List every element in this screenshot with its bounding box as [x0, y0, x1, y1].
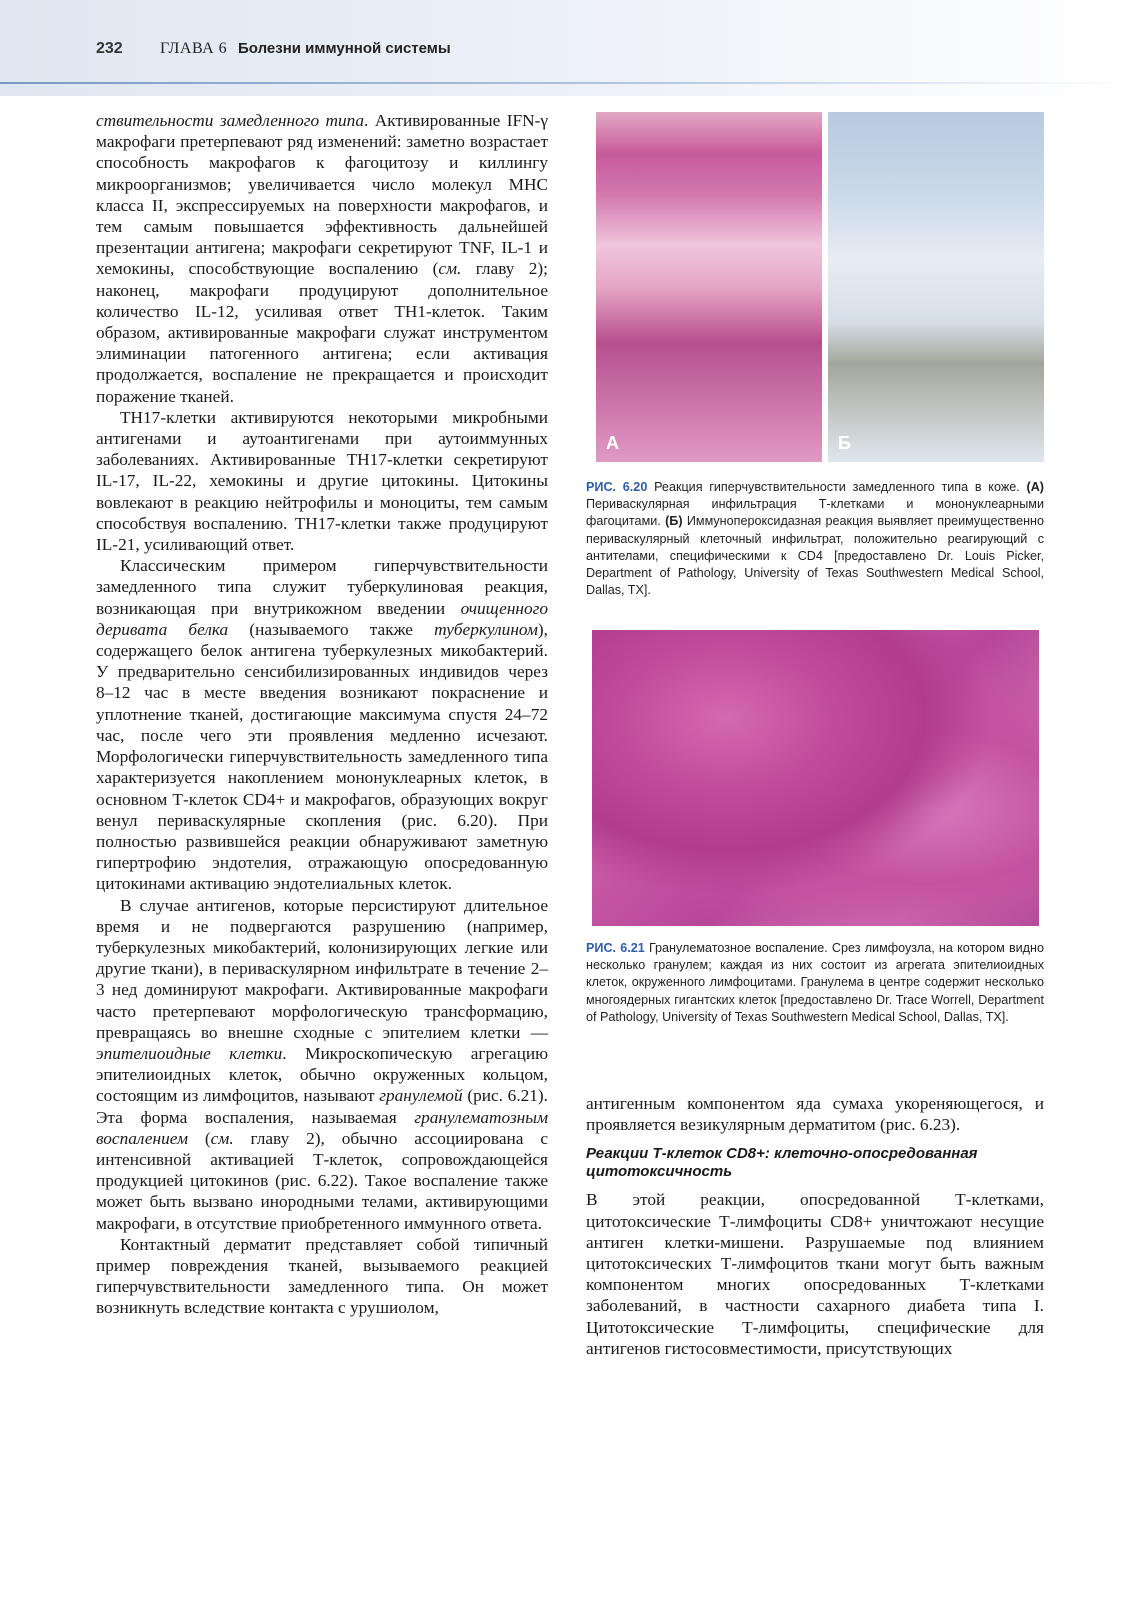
paragraph-4: В случае антигенов, которые персистируют длительное время и не подвергаются разрушению (например, туберкулезных микобактерий, колонизирующих легкие или другие ткани), в периваскулярном инфильтрате в течение 2–3 нед доминируют макрофаги. Активированные макрофаги часто претерпевают морфологическую трансформацию, превращаясь во внешне сходные с эпителием клетки — эпителиоидные клетки. Микроскопическую агрегацию эпителиоидных клеток, обычно окруженных кольцом, состоящим из лимфоцитов, называют гранулемой (рис. 6.21). Эта форма воспаления, называемая гранулематозным воспалением (см. главу 2), обычно ассоциирована с интенсивной активацией Т-клеток, сопровождающейся продукцией цитокинов (рис. 6.22). Такое воспаление также может быть вызвано инородными телами, активирующими макрофаги, в отсутствие приобретенного иммунного ответа. [96, 895, 549, 1233]
panel-a-label: А [606, 433, 619, 453]
figure-6-20-panel-a-micrograph [596, 112, 822, 462]
figure-6-20-panel-b-micrograph [828, 112, 1044, 462]
paragraph-2: TH17-клетки активируются некоторыми микробными антигенами и аутоантигенами при аутоиммунных заболеваниях. Активированные TH17-клетки секретируют IL-17, IL-22, хемокины и другие цитокины. Цитокины вовлекают в реакцию нейтрофилы и моноциты, тем самым способствуя воспалению. TH17-клетки также продуцируют IL-21, усиливающий ответ. [96, 407, 548, 555]
paragraph-1: ствительности замедленного типа. Активированные IFN-γ макрофаги претерпевают ряд изменений: заметно возрастает способность макрофагов к фагоцитозу и киллингу микроорганизмов; увеличивается число молекул МНС класса II, экспрессируемых на поверхности макрофагов, и тем самым повышается эффективность дальнейшей презентации антигена; макрофаги секретируют TNF, IL-1 и хемокины, способствующие воспалению (см. главу 2); наконец, макрофаги продуцируют дополнительное количество IL-12, усиливая ответ TH1-клеток. Таким образом, активированные макрофаги служат инструментом элиминации патогенного антигена; если активация продолжается, воспаление не прекращается и происходит поражение тканей. [96, 111, 548, 406]
left-text-column [96, 110, 548, 1319]
right-paragraph-2: В этой реакции, опосредованной Т-клетками, цитотоксические Т-лимфоциты CD8+ уничтожают несущие антиген клетки-мишени. Разрушаемые под влиянием цитотоксических Т-лимфоцитов ткани могут быть важным компонентом многих опосредованных Т-клетками заболеваний, в частности сахарного диабета типа I. Цитотоксические Т-лимфоциты, специфические для антигенов гистосовместимости, присутствующих [586, 1190, 1044, 1358]
chapter-title: Болезни иммунной системы [238, 40, 451, 57]
page-number: 232 [96, 40, 123, 57]
right-paragraph-1: антигенным компонентом яда сумаха укореняющегося, и проявляется везикулярным дерматитом (рис. 6.23). [586, 1094, 1044, 1135]
figure-6-21-micrograph [592, 630, 1039, 926]
paragraph-5: Контактный дерматит представляет собой типичный пример повреждения тканей, вызываемого реакцией гиперчувствительности замедленного типа. Он может возникнуть вследствие контакта с урушиолом, [96, 1234, 548, 1318]
paragraph-3: Классическим примером гиперчувствительности замедленного типа служит туберкулиновая реакция, возникающая при внутрикожном введении очищенного деривата белка (называемого также туберкулином), содержащего белок антигена туберкулезных микобактерий. У предварительно сенсибилизированных индивидов через 8–12 час в месте введения возникают покраснение и уплотнение тканей, достигающие максимума спустя 24–72 час, после чего эти проявления медленно исчезают. Морфологически гиперчувствительность замедленного типа характеризуется накоплением мононуклеарных клеток, в основном Т-клеток CD4+ и макрофагов, образующих вокруг венул периваскулярные скопления (рис. 6.20). При полностью развившейся реакции обнаруживают заметную гипертрофию эндотелия, отражающую опосредованную цитокинами активацию эндотелиальных клеток. [96, 556, 548, 894]
right-text-column [586, 1093, 1044, 1359]
panel-b-label: Б [838, 433, 851, 453]
figure-6-21-caption: РИС. 6.21 Гранулематозное воспаление. Срез лимфоузла, на котором видно несколько гранулем; каждая из них состоит из агрегата эпителиоидных клеток, окруженного лимфоцитами. Гранулема в центре содержит несколько многоядерных гигантских клеток [предоставлено Dr. Trace Worrell, Department of Pathology, University of Texas Southwestern Medical School, Dallas, TX]. [586, 941, 1044, 1024]
section-subheading: Реакции Т-клеток CD8+: клеточно-опосредованная цитотоксичность [586, 1145, 978, 1181]
page-header-rule [0, 82, 1131, 84]
chapter-label: ГЛАВА 6 [160, 40, 228, 57]
figure-6-20-caption: РИС. 6.20 Реакция гиперчувствительности замедленного типа в коже. (А) Периваскулярная инфильтрация Т-клетками и мононуклеарными фагоцитами. (Б) Иммунопероксидазная реакция выявляет преимущественно периваскулярный клеточный инфильтрат, положительно реагирующий с антителами, специфическими к CD4 [предоставлено Dr. Louis Picker, Department of Pathology, University of Texas Southwestern Medical School, Dallas, TX]. [586, 480, 1044, 598]
